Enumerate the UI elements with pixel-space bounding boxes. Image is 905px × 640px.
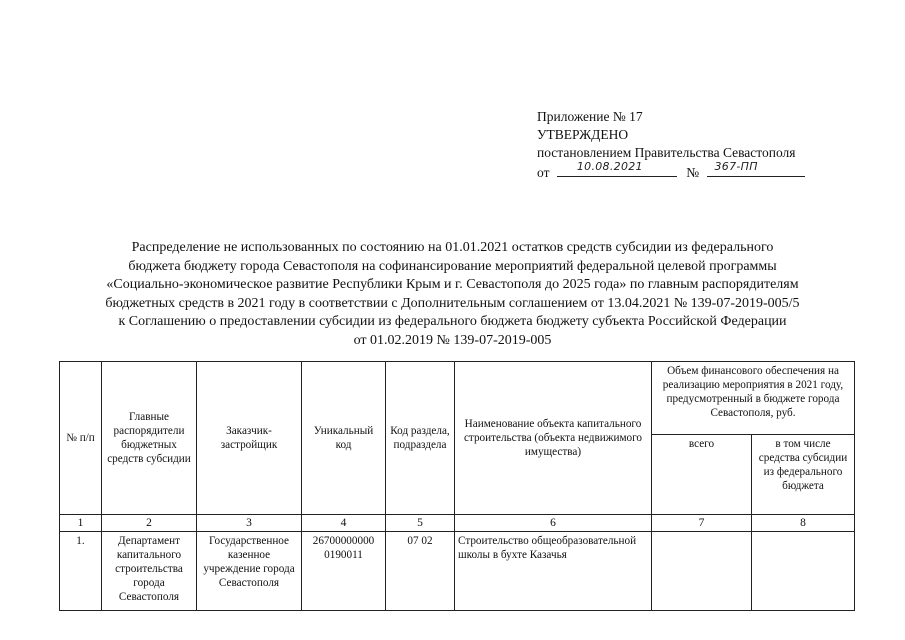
cell-total bbox=[652, 532, 752, 611]
col-number: 4 bbox=[302, 515, 386, 532]
distribution-table bbox=[59, 361, 855, 611]
cell-manager: Департамент капитального строительства города Севастополя bbox=[102, 532, 197, 611]
approved-label: УТВЕРЖДЕНО bbox=[537, 127, 629, 142]
header-section-code: Код раздела, подраздела bbox=[386, 362, 455, 515]
cell-customer: Государственное казенное учреждение города Севастополя bbox=[197, 532, 302, 611]
header-customer: Заказчик-застройщик bbox=[197, 362, 302, 515]
col-number: 2 bbox=[102, 515, 197, 532]
header-federal: в том числе средства субсидии из федерального бюджета bbox=[752, 435, 855, 515]
cell-unique-code: 26700000000 0190011 bbox=[302, 532, 386, 611]
appendix-block bbox=[537, 108, 837, 182]
header-managers: Главные распорядители бюджетных средств субсидии bbox=[102, 362, 197, 515]
col-number: 7 bbox=[652, 515, 752, 532]
title-line: от 01.02.2019 № 139-07-2019-005 bbox=[353, 332, 552, 348]
table-row bbox=[60, 532, 855, 611]
cell-object-name: Строительство общеобразовательной школы в бухте Казачья bbox=[455, 532, 652, 611]
cell-num: 1. bbox=[60, 532, 102, 611]
title-line: Распределение не использованных по состоянию на 01.01.2021 остатков средств субсидии из федерального bbox=[131, 240, 774, 255]
col-number: 6 bbox=[455, 515, 652, 532]
date-signature-line bbox=[557, 162, 677, 177]
title-line: бюджетных средств в 2021 году в соответствии с Дополнительным соглашением от 13.04.2021 № 139-07-2019-005/5 bbox=[105, 295, 800, 311]
number-signature-line bbox=[707, 162, 805, 177]
appendix-number: Приложение № 17 bbox=[537, 109, 643, 124]
cell-federal bbox=[752, 532, 855, 611]
handwritten-date: 10.08.2021 bbox=[576, 160, 643, 173]
number-label: № bbox=[686, 165, 700, 180]
cell-section-code: 07 02 bbox=[386, 532, 455, 611]
document-title bbox=[60, 239, 845, 350]
header-unique-code: Уникальный код bbox=[302, 362, 386, 515]
header-funding-group: Объем финансового обеспечения на реализацию мероприятия в 2021 году, предусмотренный в бюджете города Севастополя, руб. bbox=[652, 362, 855, 435]
header-row bbox=[60, 362, 855, 435]
title-line: «Социально-экономическое развитие Республики Крым и г. Севастополя до 2025 года» по главным распорядителям bbox=[106, 277, 799, 292]
col-number: 3 bbox=[197, 515, 302, 532]
col-number: 5 bbox=[386, 515, 455, 532]
from-label: от bbox=[537, 165, 550, 180]
header-total: всего bbox=[652, 435, 752, 515]
header-num: № п/п bbox=[60, 362, 102, 515]
column-number-row bbox=[60, 515, 855, 532]
col-number: 1 bbox=[60, 515, 102, 532]
handwritten-number: 367-ПП bbox=[714, 160, 758, 173]
title-line: к Соглашению о предоставлении субсидии из федерального бюджета бюджету субъекта Российской Федерации bbox=[118, 314, 787, 329]
resolution-label: постановлением Правительства Севастополя bbox=[537, 145, 796, 160]
title-line: бюджета бюджету города Севастополя на софинансирование мероприятий федеральной целевой программы bbox=[128, 258, 777, 274]
resolution-date-number-line bbox=[537, 162, 837, 182]
header-object-name: Наименование объекта капитального строительства (объекта недвижимого имущества) bbox=[455, 362, 652, 515]
col-number: 8 bbox=[752, 515, 855, 532]
